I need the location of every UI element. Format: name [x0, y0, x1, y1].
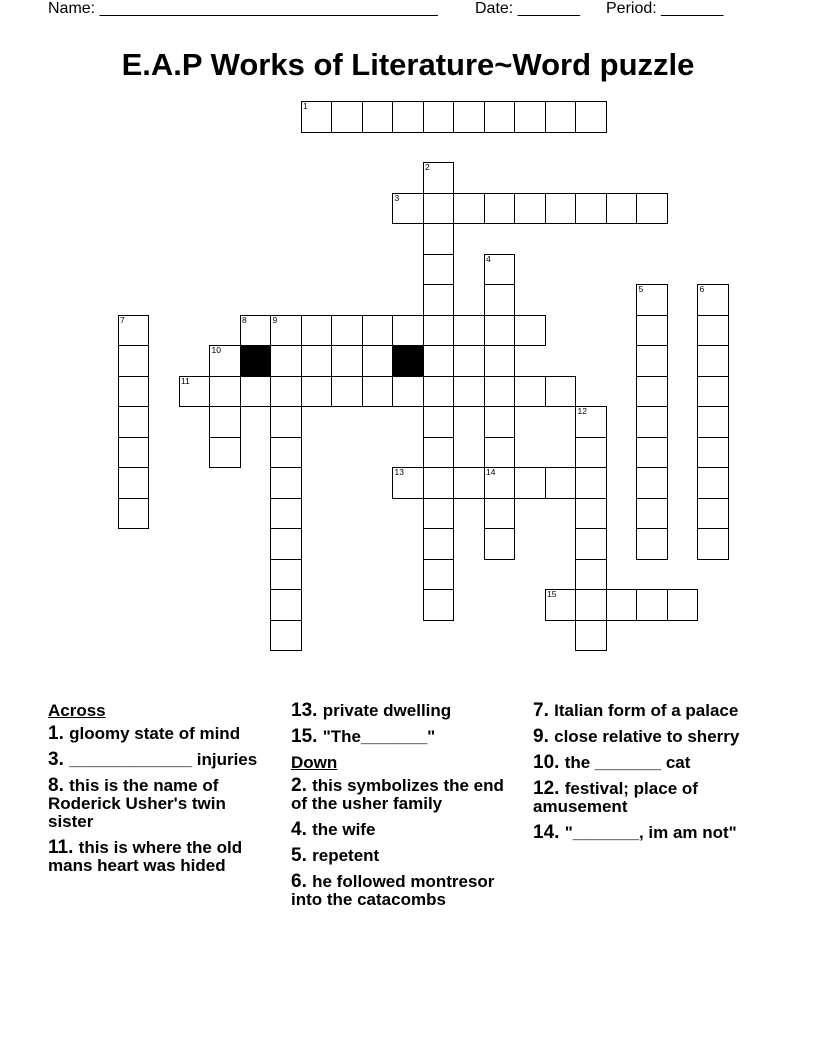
grid-cell[interactable] — [453, 193, 485, 225]
name-field[interactable]: Name: ______________________________________ — [48, 0, 438, 17]
grid-cell[interactable] — [484, 345, 516, 377]
grid-cell[interactable] — [514, 101, 546, 133]
clue-number-label: 11. — [48, 837, 79, 858]
grid-cell[interactable] — [423, 406, 455, 438]
grid-cell[interactable] — [575, 406, 607, 438]
grid-cell[interactable] — [636, 437, 668, 469]
grid-cell[interactable] — [697, 498, 729, 530]
down-heading: Down — [291, 753, 338, 772]
grid-cell[interactable] — [514, 193, 546, 225]
across-clue-list — [48, 725, 273, 875]
clue-item — [48, 751, 273, 769]
grid-cell[interactable] — [453, 101, 485, 133]
grid-cell[interactable] — [392, 467, 424, 499]
grid-cell[interactable] — [484, 437, 516, 469]
grid-cell[interactable] — [575, 101, 607, 133]
grid-cell[interactable] — [423, 559, 455, 591]
grid-cell[interactable] — [423, 437, 455, 469]
grid-black-cell — [240, 345, 272, 377]
grid-cell[interactable] — [636, 376, 668, 408]
grid-cell[interactable] — [362, 376, 394, 408]
grid-cell[interactable] — [240, 376, 272, 408]
grid-cell[interactable] — [423, 498, 455, 530]
grid-cell[interactable] — [270, 467, 302, 499]
clue-item — [533, 780, 758, 816]
grid-cell[interactable] — [240, 315, 272, 347]
grid-cell[interactable] — [423, 467, 455, 499]
grid-cell[interactable] — [606, 193, 638, 225]
grid-cell[interactable] — [514, 467, 546, 499]
clue-item — [48, 839, 273, 875]
clue-number-label: 12. — [533, 778, 565, 799]
grid-cell[interactable] — [392, 101, 424, 133]
clue-number-label: 1. — [48, 723, 70, 744]
clue-item — [291, 873, 516, 909]
clue-number-label: 8. — [48, 775, 70, 796]
clue-item — [291, 702, 516, 720]
grid-cell[interactable] — [392, 315, 424, 347]
grid-cell[interactable] — [270, 437, 302, 469]
grid-cell[interactable] — [423, 528, 455, 560]
grid-cell[interactable] — [331, 101, 363, 133]
clue-text: "The_______" — [322, 727, 436, 746]
clue-item — [291, 777, 516, 813]
grid-cell[interactable] — [209, 406, 241, 438]
grid-cell[interactable] — [118, 437, 150, 469]
grid-cell[interactable] — [575, 437, 607, 469]
grid-cell[interactable] — [484, 315, 516, 347]
grid-cell[interactable] — [209, 376, 241, 408]
clue-number-label: 6. — [291, 871, 313, 892]
grid-cell[interactable] — [575, 467, 607, 499]
grid-cell[interactable] — [392, 193, 424, 225]
grid-cell[interactable] — [697, 376, 729, 408]
grid-cell[interactable] — [453, 376, 485, 408]
clue-item — [533, 728, 758, 746]
grid-cell[interactable] — [575, 620, 607, 652]
grid-cell[interactable] — [697, 528, 729, 560]
grid-cell[interactable] — [270, 345, 302, 377]
down-clue-list-continued — [533, 702, 758, 842]
clue-item — [291, 728, 516, 746]
clue-number-label: 2. — [291, 775, 313, 796]
grid-cell[interactable] — [636, 345, 668, 377]
grid-cell[interactable] — [392, 376, 424, 408]
grid-cell[interactable] — [484, 284, 516, 316]
clue-item — [291, 821, 516, 839]
grid-cell[interactable] — [545, 589, 577, 621]
grid-cell[interactable] — [118, 376, 150, 408]
grid-cell[interactable] — [697, 284, 729, 316]
clue-item — [48, 777, 273, 831]
grid-cell[interactable] — [270, 589, 302, 621]
clue-text: private dwelling — [322, 701, 452, 720]
clue-text: the wife — [312, 820, 376, 839]
period-field[interactable]: Period: _______ — [606, 0, 724, 17]
grid-cell[interactable] — [301, 101, 333, 133]
grid-cell[interactable] — [667, 589, 699, 621]
grid-cell[interactable] — [423, 101, 455, 133]
grid-cell[interactable] — [118, 498, 150, 530]
clue-number: 11 — [181, 375, 190, 386]
down-clue-list — [291, 777, 516, 909]
grid-cell[interactable] — [423, 162, 455, 194]
grid-cell[interactable] — [575, 589, 607, 621]
grid-cell[interactable] — [209, 437, 241, 469]
grid-cell[interactable] — [636, 467, 668, 499]
clue-text: "_______, im am not" — [564, 823, 737, 842]
grid-cell[interactable] — [331, 345, 363, 377]
clue-text: close relative to sherry — [554, 727, 740, 746]
clue-text: this is where the old mans heart was hided — [48, 838, 243, 875]
grid-cell[interactable] — [423, 376, 455, 408]
grid-cell[interactable] — [179, 376, 211, 408]
grid-cell[interactable] — [118, 467, 150, 499]
clue-number: 12 — [577, 406, 587, 416]
grid-cell[interactable] — [118, 315, 150, 347]
grid-cell[interactable] — [514, 376, 546, 408]
grid-cell[interactable] — [423, 589, 455, 621]
across-heading: Across — [48, 701, 106, 720]
across-clue-list-continued — [291, 702, 516, 746]
grid-cell[interactable] — [331, 376, 363, 408]
clue-number: 15 — [547, 589, 557, 599]
clue-number-label: 7. — [533, 700, 555, 721]
clue-number: 14 — [486, 467, 496, 477]
grid-cell[interactable] — [118, 345, 150, 377]
grid-cell[interactable] — [636, 284, 668, 316]
grid-cell[interactable] — [575, 528, 607, 560]
grid-cell[interactable] — [270, 559, 302, 591]
grid-cell[interactable] — [362, 345, 394, 377]
clue-item — [48, 725, 273, 743]
grid-cell[interactable] — [636, 315, 668, 347]
grid-cell[interactable] — [423, 284, 455, 316]
clue-text: Italian form of a palace — [554, 701, 739, 720]
grid-cell[interactable] — [453, 467, 485, 499]
clue-item — [533, 702, 758, 720]
grid-cell[interactable] — [697, 406, 729, 438]
grid-cell[interactable] — [636, 589, 668, 621]
clue-text: this is the name of Roderick Usher's twin sister — [48, 776, 226, 831]
grid-cell[interactable] — [484, 528, 516, 560]
clue-number: 7 — [120, 314, 125, 325]
grid-cell[interactable] — [636, 193, 668, 225]
grid-cell[interactable] — [270, 528, 302, 560]
grid-cell[interactable] — [270, 620, 302, 652]
grid-cell[interactable] — [575, 559, 607, 591]
clue-text: he followed montresor into the catacombs — [291, 872, 495, 909]
grid-cell[interactable] — [301, 376, 333, 408]
clue-number-label: 5. — [291, 845, 313, 866]
grid-cell[interactable] — [606, 589, 638, 621]
clue-number-label: 15. — [291, 726, 323, 747]
grid-cell[interactable] — [545, 467, 577, 499]
grid-cell[interactable] — [697, 467, 729, 499]
grid-cell[interactable] — [270, 406, 302, 438]
clue-text: this symbolizes the end of the usher family — [291, 776, 504, 813]
grid-cell[interactable] — [484, 467, 516, 499]
grid-cell[interactable] — [484, 254, 516, 286]
grid-cell[interactable] — [484, 406, 516, 438]
clue-number-label: 14. — [533, 822, 565, 843]
grid-cell[interactable] — [514, 315, 546, 347]
grid-cell[interactable] — [697, 345, 729, 377]
clues-column-1 — [48, 702, 273, 883]
grid-cell[interactable] — [270, 315, 302, 347]
grid-cell[interactable] — [636, 498, 668, 530]
page-title: E.A.P Works of Literature~Word puzzle — [121, 47, 695, 82]
clue-item — [533, 824, 758, 842]
grid-cell[interactable] — [118, 406, 150, 438]
grid-cell[interactable] — [453, 315, 485, 347]
grid-cell[interactable] — [575, 498, 607, 530]
grid-cell[interactable] — [423, 254, 455, 286]
clue-number-label: 4. — [291, 819, 313, 840]
clue-number: 13 — [394, 467, 404, 477]
grid-cell[interactable] — [331, 315, 363, 347]
clue-number: 3 — [394, 192, 400, 203]
clue-item — [533, 754, 758, 772]
grid-cell[interactable] — [423, 223, 455, 255]
grid-cell[interactable] — [301, 315, 333, 347]
grid-cell[interactable] — [484, 193, 516, 225]
clue-number: 2 — [425, 162, 430, 172]
clue-number-label: 3. — [48, 749, 70, 770]
clue-number-label: 13. — [291, 700, 323, 721]
clue-number: 10 — [211, 345, 221, 355]
clue-number: 8 — [242, 314, 247, 325]
grid-cell[interactable] — [301, 345, 333, 377]
grid-cell[interactable] — [697, 437, 729, 469]
clue-number: 4 — [486, 253, 491, 264]
grid-cell[interactable] — [697, 315, 729, 347]
clue-text: festival; place of amusement — [533, 779, 698, 816]
grid-cell[interactable] — [636, 406, 668, 438]
clue-number: 1 — [303, 101, 308, 111]
grid-cell[interactable] — [545, 193, 577, 225]
grid-cell[interactable] — [270, 498, 302, 530]
grid-cell[interactable] — [636, 528, 668, 560]
clue-number: 5 — [638, 284, 644, 294]
grid-cell[interactable] — [270, 376, 302, 408]
date-field[interactable]: Date: _______ — [475, 0, 580, 17]
grid-cell[interactable] — [362, 315, 394, 347]
grid-cell[interactable] — [423, 193, 455, 225]
grid-cell[interactable] — [423, 315, 455, 347]
clue-text: repetent — [312, 846, 380, 865]
grid-cell[interactable] — [484, 101, 516, 133]
clue-text: the _______ cat — [564, 753, 691, 772]
clue-number-label: 9. — [533, 726, 555, 747]
grid-black-cell — [392, 345, 424, 377]
clue-text: gloomy state of mind — [69, 724, 241, 743]
grid-cell[interactable] — [484, 498, 516, 530]
grid-cell[interactable] — [545, 101, 577, 133]
clue-text: _____________ injuries — [69, 750, 258, 769]
grid-cell[interactable] — [362, 101, 394, 133]
grid-cell[interactable] — [423, 345, 455, 377]
clue-number: 6 — [699, 284, 705, 294]
grid-cell[interactable] — [484, 376, 516, 408]
clues-column-3 — [533, 702, 758, 850]
grid-cell[interactable] — [575, 193, 607, 225]
clues-column-2 — [291, 702, 516, 917]
grid-cell[interactable] — [545, 376, 577, 408]
clue-number: 9 — [272, 314, 278, 325]
clue-item — [291, 847, 516, 865]
grid-cell[interactable] — [209, 345, 241, 377]
clue-number-label: 10. — [533, 752, 565, 773]
